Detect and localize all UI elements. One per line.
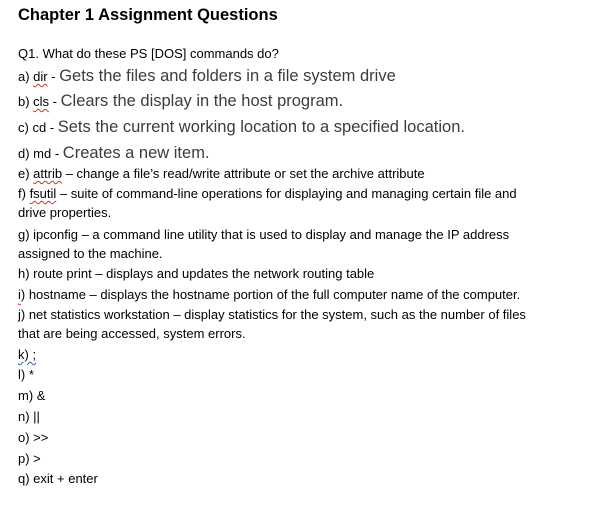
item-o: o) >>: [18, 430, 49, 445]
item-j-continued: that are being accessed, system errors.: [18, 326, 246, 341]
item-l: l) *: [18, 367, 34, 382]
item-b-description: Clears the display in the host program.: [60, 92, 344, 110]
item-a: a) dir - Gets the files and folders in a file system drive: [18, 67, 396, 85]
item-i: i) hostname – displays the hostname portion of the full computer name of the computer.: [18, 287, 521, 302]
item-q: q) exit + enter: [18, 471, 98, 486]
item-g: g) ipconfig – a command line utility that is used to display and manage the IP address: [18, 227, 510, 242]
page-title: Chapter 1 Assignment Questions: [18, 6, 278, 24]
item-a-description: Gets the files and folders in a file system drive: [59, 67, 396, 85]
item-h: h) route print – displays and updates the network routing table: [18, 266, 375, 281]
item-c-description: Sets the current working location to a specified location.: [57, 118, 465, 136]
item-f-continued: drive properties.: [18, 205, 112, 220]
item-f: f) fsutil – suite of command-line operations for displaying and managing certain file and: [18, 186, 517, 201]
item-g-continued: assigned to the machine.: [18, 246, 163, 261]
item-d-description: Creates a new item.: [62, 144, 210, 162]
command-dir: dir: [33, 69, 48, 84]
command-fsutil: fsutil: [29, 186, 57, 201]
item-c: c) cd - Sets the current working location to a specified location.: [18, 118, 465, 136]
command-attrib: attrib: [33, 166, 63, 181]
question-heading: Q1. What do these PS [DOS] commands do?: [18, 46, 279, 61]
item-e: e) attrib – change a file’s read/write attribute or set the archive attribute: [18, 166, 425, 181]
item-m: m) &: [18, 388, 46, 403]
item-d: d) md - Creates a new item.: [18, 144, 210, 162]
item-n: n) ||: [18, 409, 40, 424]
item-p: p) >: [18, 451, 41, 466]
item-b: b) cls - Clears the display in the host program.: [18, 92, 344, 110]
item-j: j) net statistics workstation – display statistics for the system, such as the number of files: [18, 307, 526, 322]
command-cls: cls: [33, 94, 50, 109]
item-k: k) ;: [18, 347, 37, 362]
